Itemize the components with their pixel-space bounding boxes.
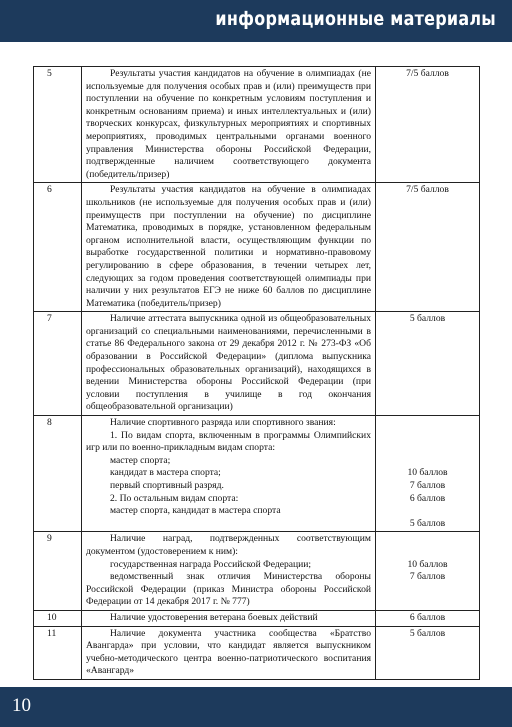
criterion-text: Наличие аттестата выпускника одной из общеобразовательных организаций со специальными наименованиями, перечисленными в статье 86 Федерального закона от 29 декабря 2012 г. № 273-ФЗ «Об образовании в Российской Федерации» (диплома выпускника профессиональных образовательных организаций), находящихся в ведении Министерства обороны Российской Федерации (при условии поступления в училище в год окончания общеобразовательной организации) xyxy=(82,312,376,416)
points-value: 10 баллов xyxy=(407,558,448,570)
page-footer xyxy=(0,687,512,727)
row-number: 6 xyxy=(34,183,82,312)
table-row xyxy=(34,626,480,679)
criterion-text xyxy=(82,532,376,611)
table-row xyxy=(34,416,480,532)
criterion-line: кандидат в мастера спорта; xyxy=(110,467,221,479)
row-number: 7 xyxy=(34,312,82,416)
row-number: 5 xyxy=(34,67,82,183)
table-row xyxy=(34,610,480,626)
page-number: 10 xyxy=(12,695,31,716)
table-row xyxy=(34,312,480,416)
criterion-line: мастер спорта, кандидат в мастера спорта xyxy=(110,505,281,517)
table-row xyxy=(34,67,480,183)
criterion-title: Наличие наград, подтвержденных соответствующим документом (удостоверением к ним): xyxy=(86,533,371,557)
criterion-line: мастер спорта; xyxy=(110,454,171,466)
points-cell xyxy=(376,416,480,532)
row-number: 8 xyxy=(34,416,82,532)
points-cell: 7/5 баллов xyxy=(376,67,480,183)
page-header xyxy=(0,0,512,42)
points-cell: 5 баллов xyxy=(376,312,480,416)
table-row xyxy=(34,532,480,611)
criterion-text: Результаты участия кандидатов на обучение в олимпиадах школьников (не используемые для получения особых прав и (или) преимуществ при поступлении на обучение) по дисциплине Математика, проводимых в порядке, установленном федеральным органом исполнительной власти, осуществляющим функции по выработке государственной политики и нормативно-правовому регулированию в сфере образования, в течении четырех лет, следующих за годом проведения соответствующей олимпиады при наличии у них результатов ЕГЭ не ниже 60 баллов по дисциплине Математика (победитель/призер) xyxy=(82,183,376,312)
criterion-text: Наличие удостоверения ветерана боевых действий xyxy=(82,610,376,626)
row-number: 11 xyxy=(34,626,82,679)
criterion-line: 2. По остальным видам спорта: xyxy=(110,492,239,504)
row-number: 10 xyxy=(34,610,82,626)
points-cell: 6 баллов xyxy=(376,610,480,626)
points-cell: 5 баллов xyxy=(376,626,480,679)
points-value: 5 баллов xyxy=(409,517,446,529)
criterion-text xyxy=(82,416,376,532)
criteria-table xyxy=(33,66,480,680)
points-value: 7 баллов xyxy=(409,480,446,491)
section-title: информационные материалы xyxy=(215,8,496,30)
criterion-line: ведомственный знак отличия Министерства обороны Российской Федерации (приказ Министра обороны Российской Федерации от 14 декабря 2017 г. № 777) xyxy=(86,571,371,608)
criterion-title: Наличие спортивного разряда или спортивного звания: xyxy=(110,417,336,429)
points-value: 7 баллов xyxy=(409,571,446,583)
points-cell xyxy=(376,532,480,611)
points-cell: 7/5 баллов xyxy=(376,183,480,312)
points-value: 10 баллов xyxy=(407,467,448,479)
criterion-text: Наличие документа участника сообщества «Братство Авангарда» при условии, что кандидат является выпускником учебно-методического центра военно-патриотического воспитания «Авангард» xyxy=(82,626,376,679)
criterion-text: Результаты участия кандидатов на обучение в олимпиадах (не используемые для получения особых прав и (или) преимуществ при поступлении на обучение по конкретным условиям поступления и конкретным основаниям приема) и иных интеллектуальных и (или) творческих конкурсах, физкультурных мероприятиях и спортивных мероприятиях, проводимых центральными органами военного управления Министерства обороны Российской Федерации, подтвержденные наличием соответствующего документа (победитель/призер) xyxy=(82,67,376,183)
table-row xyxy=(34,183,480,312)
criterion-line: государственная награда Российской Федерации; xyxy=(110,558,312,570)
row-number: 9 xyxy=(34,532,82,611)
criterion-line: первый спортивный разряд. xyxy=(110,480,224,491)
criterion-line: 1. По видам спорта, включенным в программы Олимпийских игр или по военно-прикладным видам спорта: xyxy=(86,429,371,454)
points-value: 6 баллов xyxy=(409,492,446,504)
